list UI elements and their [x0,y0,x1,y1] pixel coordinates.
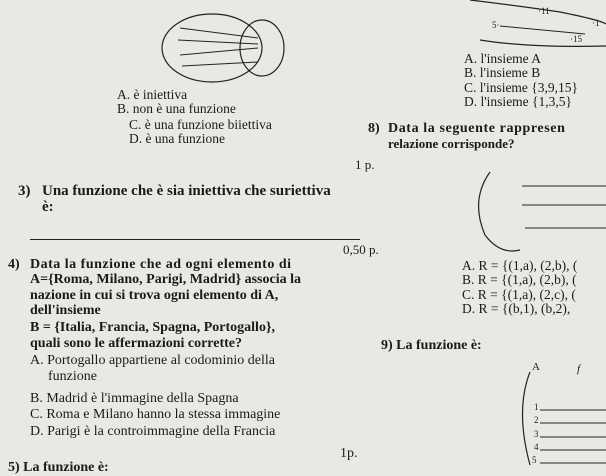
option-d: D. l'insieme {1,3,5} [464,94,573,109]
set-a-label: A [532,361,540,373]
option-b: B. l'insieme B [464,65,541,80]
points-label: 1 p. [355,157,375,172]
question-8-line2: relazione corrisponde? [388,136,515,151]
question-4-line4: dell'insieme [30,303,101,318]
option-a: A. l'insieme A [464,51,542,66]
question-3-line2: è: [42,199,54,215]
option-c: C. è una funzione biiettiva [129,117,272,132]
points-label: 0,50 p. [343,242,379,257]
question-3-line1: Una funzione che è sia iniettiva che suriettiva [42,183,331,199]
question-4-line1: Data la funzione che ad ogni elemento di [30,257,292,272]
domain-element: 5 [532,455,537,465]
option-a-continuation: funzione [48,369,97,384]
option-c: C. l'insieme {3,9,15} [464,80,579,95]
option-c: C. R = {(1,a), (2,c), ( [462,287,576,302]
option-d: D. Parigi è la controimmagine della Francia [30,424,276,439]
question-4-line5: B = {Italia, Francia, Spagna, Portogallo}, [30,320,275,335]
point-label: ·11 [538,6,550,16]
question-4-line6: quali sono le affermazioni corrette? [30,336,243,351]
question-9-label: 9) La funzione è: [381,338,482,353]
points-label: 1p. [340,446,358,461]
point-label: ·15 [570,34,582,44]
question-5-label: 5) La funzione è: [8,460,109,475]
question-8-number: 8) [368,121,380,136]
option-d: D. R = {(b,1), (b,2), [462,301,571,316]
point-label: 5· [492,20,500,30]
question-3-number: 3) [18,183,31,199]
option-b: B. Madrid è l'immagine della Spagna [30,391,239,406]
option-c: C. Roma e Milano hanno la stessa immagine [30,407,281,422]
question-4-number: 4) [8,257,20,272]
function-label: f [577,363,581,375]
question-4-line2: A={Roma, Milano, Parigi, Madrid} associa la [30,272,301,287]
question-8-line1: Data la seguente rappresen [388,121,566,136]
option-b: B. non è una funzione [117,101,236,116]
point-label: ·1 [592,18,600,28]
option-a: A. Portogallo appartiene al codominio della [30,353,275,368]
option-b: B. R = {(1,a), (2,b), ( [462,272,577,287]
domain-element: 1 [534,402,539,412]
domain-element: 3 [534,429,539,439]
option-a: A. è iniettiva [117,87,188,102]
option-a: A. R = {(1,a), (2,b), ( [462,258,578,273]
domain-element: 4 [534,442,539,452]
option-d: D. è una funzione [129,131,225,146]
domain-element: 2 [534,415,539,425]
question-4-line3: nazione in cui si trova ogni elemento di A, [30,288,279,303]
